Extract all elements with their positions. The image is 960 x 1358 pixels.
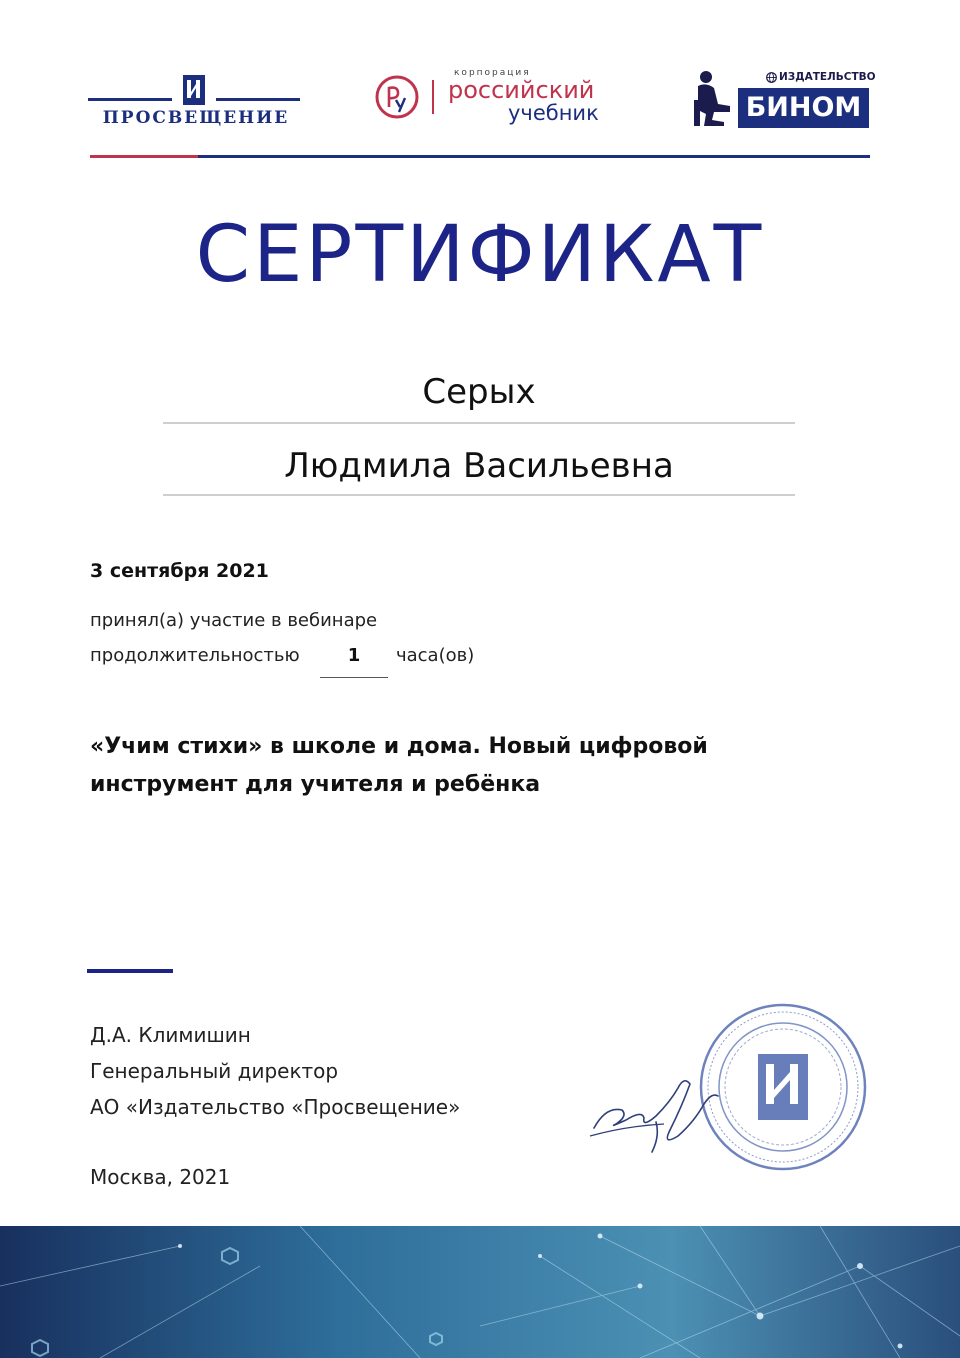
surname-underline	[163, 422, 795, 424]
seated-figure-icon	[690, 70, 734, 128]
logo-separator	[432, 80, 434, 114]
duration-label: продолжительностью	[90, 645, 300, 666]
logo-bar-left	[88, 98, 172, 101]
prosveshchenie-wordmark: ПРОСВЕЩЕНИЕ	[102, 108, 290, 128]
ru-word-russian: российский	[448, 76, 595, 104]
ru-circle-icon	[374, 74, 420, 120]
webinar-topic: «Учим стихи» в школе и дома. Новый цифровой инструмент для учителя и ребёнка	[90, 734, 708, 797]
signature-accent-bar	[87, 969, 173, 973]
ru-word-textbook: учебник	[508, 101, 599, 125]
header-divider-red	[90, 155, 198, 158]
binom-publisher-label: ИЗДАТЕЛЬСТВО	[779, 71, 876, 83]
globe-icon	[766, 72, 777, 83]
signer-position: Генеральный директор	[90, 1059, 339, 1083]
header-divider-blue	[198, 155, 870, 158]
signer-organization: АО «Издательство «Просвещение»	[90, 1095, 461, 1119]
russian-textbook-logo	[374, 68, 624, 128]
name-underline	[163, 494, 795, 496]
handwritten-signature	[586, 1066, 736, 1162]
prosveshchenie-emblem-icon	[182, 74, 206, 106]
certificate-title: СЕРТИФИКАТ	[195, 210, 765, 300]
binom-wordmark: БИНОМ	[738, 88, 869, 128]
logo-bar-right	[216, 98, 300, 101]
footer-network-graphic	[0, 1226, 960, 1358]
event-date: 3 сентября 2021	[90, 560, 269, 582]
recipient-name: Людмила Васильевна	[284, 446, 674, 486]
signer-name: Д.А. Климишин	[90, 1023, 251, 1047]
ru-corporation-label: корпорация	[454, 68, 531, 78]
prosveshchenie-logo	[88, 68, 303, 138]
city-year: Москва, 2021	[90, 1165, 231, 1189]
participation-text: принял(а) участие в вебинаре	[90, 610, 378, 631]
duration-hours: 1	[347, 645, 361, 666]
hours-underline	[320, 677, 388, 678]
recipient-surname: Серых	[422, 372, 536, 412]
duration-unit: часа(ов)	[396, 645, 475, 666]
binom-logo	[690, 68, 876, 130]
